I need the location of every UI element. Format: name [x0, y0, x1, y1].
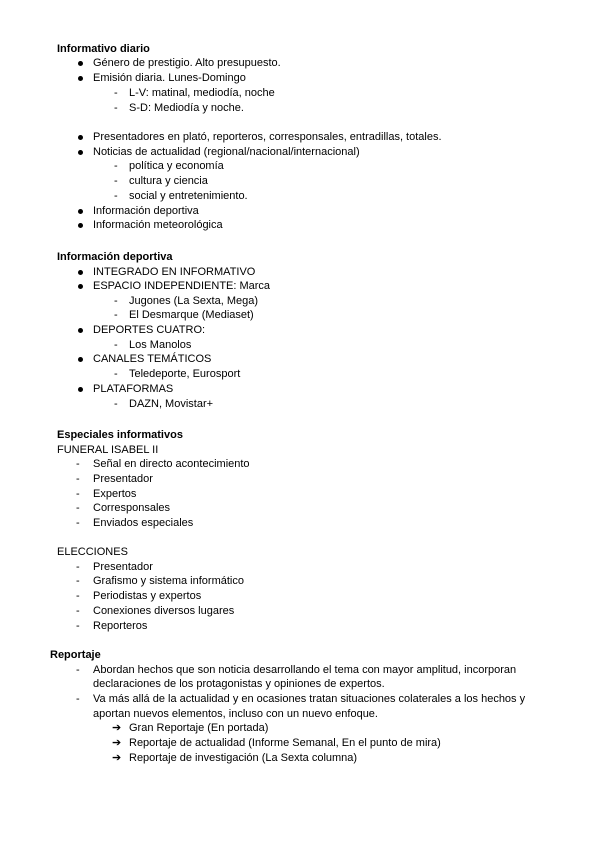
list-item: S-D: Mediodía y noche. — [129, 102, 244, 114]
list-item: social y entretenimiento. — [129, 190, 248, 202]
list-item: Corresponsales — [93, 502, 171, 514]
section-title-deportiva: Información deportiva — [57, 251, 173, 263]
list-item: Grafismo y sistema informático — [93, 575, 244, 587]
list-item: Emisión diaria. Lunes-Domingo — [93, 72, 246, 84]
list-item: política y economía — [129, 160, 224, 172]
list-item: ESPACIO INDEPENDIENTE: Marca — [93, 280, 271, 292]
list-item: Género de prestigio. Alto presupuesto. — [93, 57, 281, 69]
list-item: Gran Reportaje (En portada) — [129, 722, 269, 734]
list-item: Señal en directo acontecimiento — [93, 458, 250, 470]
list-item: Presentador — [93, 473, 153, 485]
bullet-dot — [78, 284, 83, 289]
list-item: PLATAFORMAS — [93, 383, 174, 395]
dash-marker: - — [114, 339, 118, 351]
dash-marker: - — [76, 488, 80, 500]
dash-marker: - — [114, 102, 118, 114]
dash-marker: - — [114, 160, 118, 172]
bullet-dot — [78, 135, 83, 140]
list-item: Información meteorológica — [93, 219, 223, 231]
section-title-informativo: Informativo diario — [57, 43, 150, 55]
bullet-dot — [78, 150, 83, 155]
list-item: DAZN, Movistar+ — [129, 398, 214, 410]
list-item: Información deportiva — [93, 205, 199, 217]
bullet-dot — [78, 76, 83, 81]
dash-marker: - — [76, 620, 80, 632]
list-item: Jugones (La Sexta, Mega) — [129, 295, 259, 307]
bullet-dot — [78, 328, 83, 333]
dash-marker: - — [76, 502, 80, 514]
list-item: Expertos — [93, 488, 137, 500]
dash-marker: - — [114, 398, 118, 410]
dash-marker: - — [76, 473, 80, 485]
list-item: DEPORTES CUATRO: — [93, 324, 206, 336]
section-title-reportaje: Reportaje — [50, 649, 101, 661]
bullet-dot — [78, 209, 83, 214]
list-item: Enviados especiales — [93, 517, 194, 529]
bullet-dot — [78, 357, 83, 362]
paragraph-line: declaraciones de los protagonistas y opiniones de expertos. — [93, 678, 385, 690]
section-title-especiales: Especiales informativos — [57, 429, 183, 441]
list-item: Periodistas y expertos — [93, 590, 202, 602]
list-item: El Desmarque (Mediaset) — [129, 309, 254, 321]
subsection-title-elecciones: ELECCIONES — [57, 546, 128, 558]
subsection-title-funeral: FUNERAL ISABEL II — [57, 444, 159, 456]
bullet-dot — [78, 387, 83, 392]
dash-marker: - — [76, 605, 80, 617]
list-item: Presentador — [93, 561, 153, 573]
dash-marker: - — [114, 190, 118, 202]
dash-marker: - — [76, 590, 80, 602]
bullet-dot — [78, 223, 83, 228]
list-item: Los Manolos — [129, 339, 192, 351]
dash-marker: - — [114, 87, 118, 99]
list-item: Teledeporte, Eurosport — [129, 368, 241, 380]
dash-marker: - — [114, 368, 118, 380]
paragraph-line: aportan nuevos elementos, incluso con un nuevo enfoque. — [93, 708, 378, 720]
dash-marker: - — [76, 517, 80, 529]
list-item: Reportaje de investigación (La Sexta columna) — [129, 752, 358, 764]
list-item: Conexiones diversos lugares — [93, 605, 235, 617]
arrow-right-icon: ➔ — [112, 752, 122, 764]
dash-marker: - — [76, 458, 80, 470]
list-item: Noticias de actualidad (regional/nacional/internacional) — [93, 146, 360, 158]
paragraph-line: Va más allá de la actualidad y en ocasiones tratan situaciones colaterales a los hechos y — [93, 693, 526, 705]
dash-marker: - — [114, 309, 118, 321]
dash-marker: - — [76, 664, 80, 676]
arrow-right-icon: ➔ — [112, 737, 122, 749]
paragraph-line: Abordan hechos que son noticia desarrollando el tema con mayor amplitud, incorporan — [93, 664, 517, 676]
list-item: CANALES TEMÁTICOS — [93, 353, 212, 365]
list-item: Reportaje de actualidad (Informe Semanal, En el punto de mira) — [129, 737, 441, 749]
list-item: INTEGRADO EN INFORMATIVO — [93, 266, 256, 278]
dash-marker: - — [114, 295, 118, 307]
bullet-dot — [78, 270, 83, 275]
list-item: cultura y ciencia — [129, 175, 208, 187]
dash-marker: - — [114, 175, 118, 187]
dash-marker: - — [76, 575, 80, 587]
arrow-right-icon: ➔ — [112, 722, 122, 734]
bullet-dot — [78, 61, 83, 66]
list-item: Reporteros — [93, 620, 148, 632]
list-item: L-V: matinal, mediodía, noche — [129, 87, 275, 99]
dash-marker: - — [76, 561, 80, 573]
dash-marker: - — [76, 693, 80, 705]
list-item: Presentadores en plató, reporteros, corresponsales, entradillas, totales. — [93, 131, 442, 143]
